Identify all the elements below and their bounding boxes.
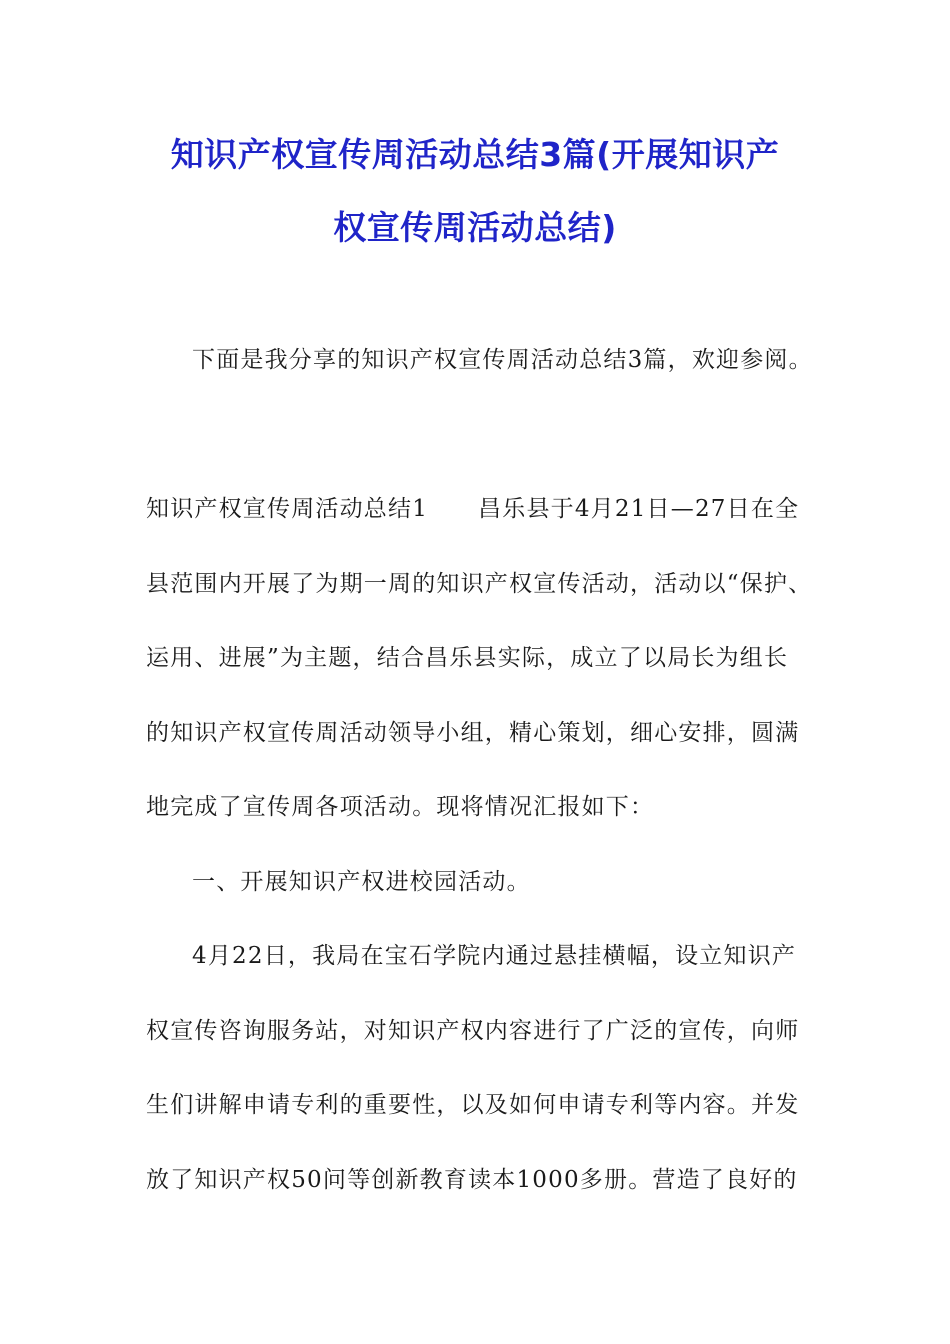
- paragraph-line: 权宣传咨询服务站，对知识产权内容进行了广泛的宣传，向师: [146, 1018, 800, 1044]
- paragraph-line: [146, 494, 826, 524]
- section-heading: 知识产权宣传周活动总结1: [146, 496, 429, 522]
- paragraph-line: 生们讲解申请专利的重要性，以及如何申请专利等内容。并发: [146, 1092, 800, 1118]
- document-title-line-2: 权宣传周活动总结): [333, 208, 617, 247]
- paragraph-line: 地完成了宣传周各项活动。现将情况汇报如下：: [146, 794, 655, 820]
- paragraph-line: 的知识产权宣传周活动领导小组，精心策划，细心安排，圆满: [146, 720, 800, 746]
- paragraph-line: 运用、进展”为主题，结合昌乐县实际，成立了以局长为组长: [146, 645, 789, 671]
- paragraph-line: 放了知识产权50问等创新教育读本1000多册。营造了良好的: [146, 1167, 798, 1193]
- paragraph-line: 县范围内开展了为期一周的知识产权宣传活动，活动以“保护、: [146, 571, 813, 597]
- document-title-line-1: 知识产权宣传周活动总结3篇(开展知识产: [170, 135, 780, 174]
- paragraph-text: 昌乐县于4月21日—27日在全: [478, 496, 800, 522]
- subsection-heading: 一、开展知识产权进校园活动。: [192, 869, 531, 895]
- paragraph-line: 4月22日，我局在宝石学院内通过悬挂横幅，设立知识产: [192, 943, 797, 969]
- intro-paragraph: 下面是我分享的知识产权宣传周活动总结3篇，欢迎参阅。: [192, 347, 813, 373]
